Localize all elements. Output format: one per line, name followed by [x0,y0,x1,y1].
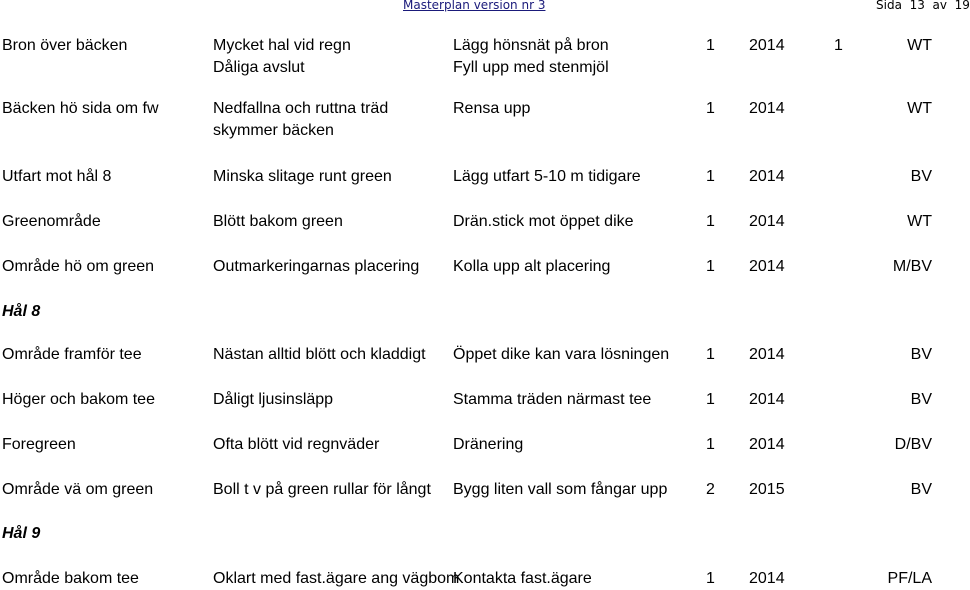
responsible-cell: WT [907,213,932,230]
area-cell [2,98,208,120]
responsible-cell: M/BV [892,258,932,275]
problem-cell [213,434,447,456]
problem-cell-line: Dåliga avslut [213,59,305,76]
area-cell-line: Område bakom tee [2,570,139,587]
priority-cell: 1 [706,37,715,54]
priority-cell: 1 [706,391,715,408]
problem-cell-line: Mycket hal vid regn [213,37,351,54]
responsible-cell: BV [910,168,932,185]
area-cell-line: Bron över bäcken [2,37,128,54]
problem-cell-line: Minska slitage runt green [213,168,392,185]
action-cell-line: Öppet dike kan vara lösningen [453,346,670,363]
area-cell-line: Område framför tee [2,346,142,363]
area-cell [2,166,208,188]
action-cell [453,344,703,366]
area-cell-line: Bäcken hö sida om fw [2,100,159,117]
priority-cell: 1 [706,213,715,230]
problem-cell [213,479,447,501]
action-cell-line: Rensa upp [453,100,531,117]
problem-cell-line: Ofta blött vid regnväder [213,436,380,453]
problem-cell-line: Oklart med fast.ägare ang vägbom [213,570,460,587]
area-cell-line: Område vä om green [2,481,154,498]
action-cell-line: Kolla upp alt placering [453,258,611,275]
year-cell: 2014 [749,436,785,453]
problem-cell [213,389,447,411]
area-cell-line: Höger och bakom tee [2,391,155,408]
year-cell: 2014 [749,258,785,275]
priority-cell: 2 [706,481,715,498]
action-cell [453,166,703,188]
action-cell-line: Kontakta fast.ägare [453,570,592,587]
action-cell-line: Lägg utfart 5-10 m tidigare [453,168,641,185]
year-cell: 2014 [749,37,785,54]
priority-cell: 1 [706,258,715,275]
page-number: 13 [909,0,925,12]
section-label: Hål 8 [2,303,41,320]
action-cell-line: Bygg liten vall som fångar upp [453,481,668,498]
responsible-cell: BV [910,391,932,408]
area-cell [2,479,208,501]
action-cell [453,211,703,233]
area-cell [2,568,208,590]
responsible-cell: D/BV [894,436,932,453]
year-cell: 2014 [749,391,785,408]
problem-cell-line: Blött bakom green [213,213,343,230]
action-cell [453,98,703,120]
problem-cell [213,211,447,233]
responsible-cell: BV [910,346,932,363]
year-cell: 2014 [749,346,785,363]
page-header [0,0,970,14]
area-cell [2,389,208,411]
action-cell [453,35,703,79]
area-cell-line: Greenområde [2,213,101,230]
priority-cell: 1 [706,168,715,185]
action-cell [453,434,703,456]
responsible-cell: BV [910,481,932,498]
action-cell-line: Lägg hönsnät på bron [453,37,609,54]
priority-cell: 1 [706,570,715,587]
problem-cell-line: Nästan alltid blött och kladdigt [213,346,426,363]
problem-cell-line: skymmer bäcken [213,122,334,139]
action-cell [453,479,703,501]
extra-cell: 1 [834,37,843,54]
area-cell-line: Foregreen [2,436,76,453]
area-cell [2,434,208,456]
section-label: Hål 9 [2,525,41,542]
area-cell [2,35,208,57]
year-cell: 2014 [749,570,785,587]
problem-cell-line: Outmarkeringarnas placering [213,258,420,275]
action-cell-line: Dränering [453,436,524,453]
action-cell-line: Stamma träden närmast tee [453,391,652,408]
area-cell [2,256,208,278]
year-cell: 2014 [749,213,785,230]
area-cell [2,211,208,233]
problem-cell-line: Nedfallna och ruttna träd [213,100,389,117]
page-separator: av [932,0,947,12]
year-cell: 2014 [749,100,785,117]
area-cell-line: Utfart mot hål 8 [2,168,112,185]
action-cell [453,568,703,590]
responsible-cell: WT [907,37,932,54]
responsible-cell: WT [907,100,932,117]
page-total: 19 [954,0,970,12]
problem-cell-line: Dåligt ljusinsläpp [213,391,334,408]
page-label: Sida [876,0,902,12]
action-cell [453,389,703,411]
priority-cell: 1 [706,436,715,453]
problem-cell [213,98,447,142]
responsible-cell: PF/LA [887,570,932,587]
priority-cell: 1 [706,346,715,363]
problem-cell [213,166,447,188]
page-indicator [876,0,970,12]
priority-cell: 1 [706,100,715,117]
problem-cell [213,344,447,366]
action-cell-line: Fyll upp med stenmjöl [453,59,609,76]
action-cell-line: Drän.stick mot öppet dike [453,213,634,230]
problem-cell-line: Boll t v på green rullar för långt [213,481,431,498]
problem-cell [213,568,460,590]
area-cell [2,344,208,366]
year-cell: 2015 [749,481,785,498]
document-title: Masterplan version nr 3 [403,0,546,12]
problem-cell [213,256,447,278]
problem-cell [213,35,447,79]
area-cell-line: Område hö om green [2,258,155,275]
action-cell [453,256,703,278]
year-cell: 2014 [749,168,785,185]
